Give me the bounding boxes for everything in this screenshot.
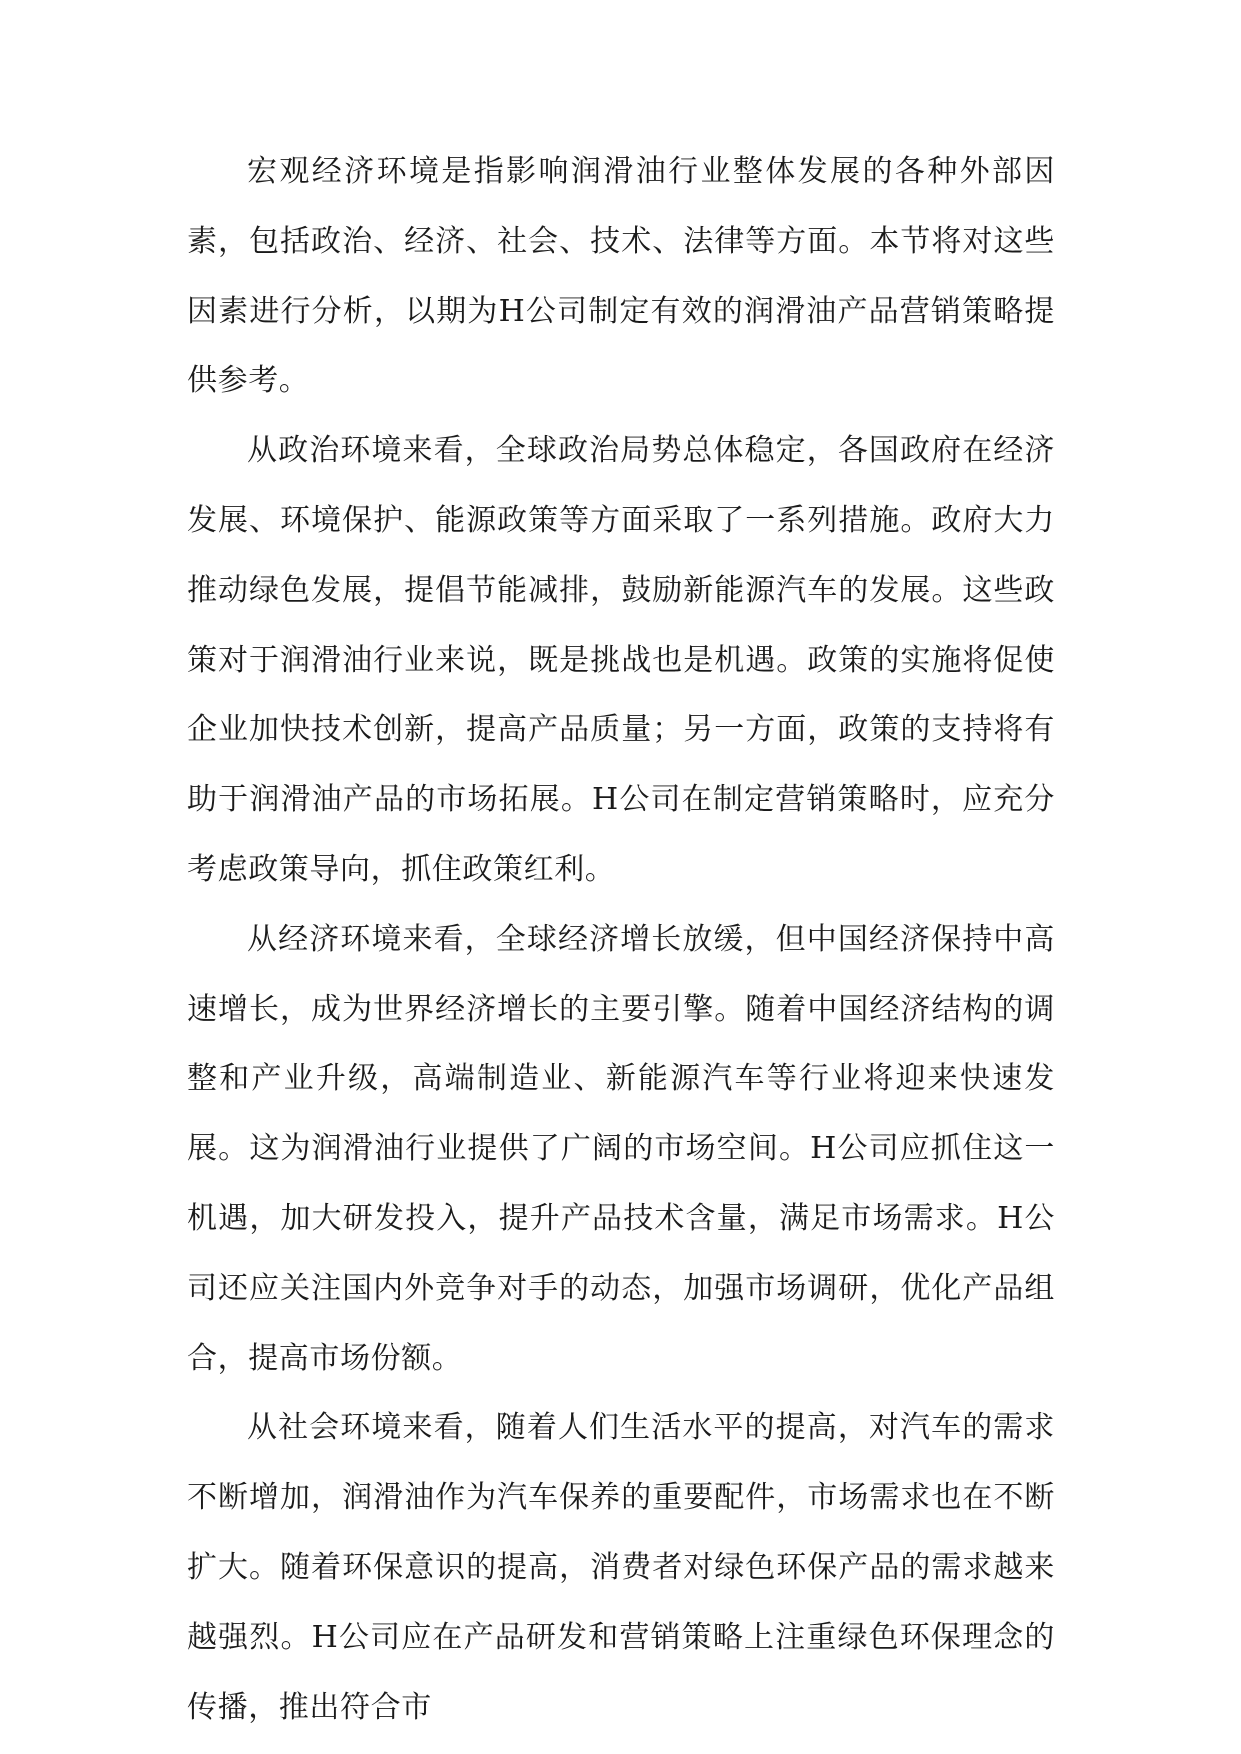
paragraph-political-environment: 从政治环境来看，全球政治局势总体稳定，各国政府在经济发展、环境保护、能源政策等方面采取了一系列措施。政府大力推动绿色发展，提倡节能减排，鼓励新能源汽车的发展。这些政策对于润滑油行业来说，既是挑战也是机遇。政策的实施将促使企业加快技术创新，提高产品质量；另一方面，政策的支持将有助于润滑油产品的市场拓展。H公司在制定营销策略时，应充分考虑政策导向，抓住政策红利。 [187, 433, 1055, 887]
paragraph-macro-environment: 宏观经济环境是指影响润滑油行业整体发展的各种外部因素，包括政治、经济、社会、技术、法律等方面。本节将对这些因素进行分析，以期为H公司制定有效的润滑油产品营销策略提供参考。 [187, 154, 1055, 399]
paragraph-economic-environment: 从经济环境来看，全球经济增长放缓，但中国经济保持中高速增长，成为世界经济增长的主要引擎。随着中国经济结构的调整和产业升级，高端制造业、新能源汽车等行业将迎来快速发展。这为润滑油行业提供了广阔的市场空间。H公司应抓住这一机遇，加大研发投入，提升产品技术含量，满足市场需求。H公司还应关注国内外竞争对手的动态，加强市场调研，优化产品组合，提高市场份额。 [187, 921, 1055, 1376]
document-body [187, 137, 1055, 1742]
paragraph-social-environment: 从社会环境来看，随着人们生活水平的提高，对汽车的需求不断增加，润滑油作为汽车保养的重要配件，市场需求也在不断扩大。随着环保意识的提高，消费者对绿色环保产品的需求越来越强烈。H公司应在产品研发和营销策略上注重绿色环保理念的传播，推出符合市 [187, 1410, 1055, 1725]
